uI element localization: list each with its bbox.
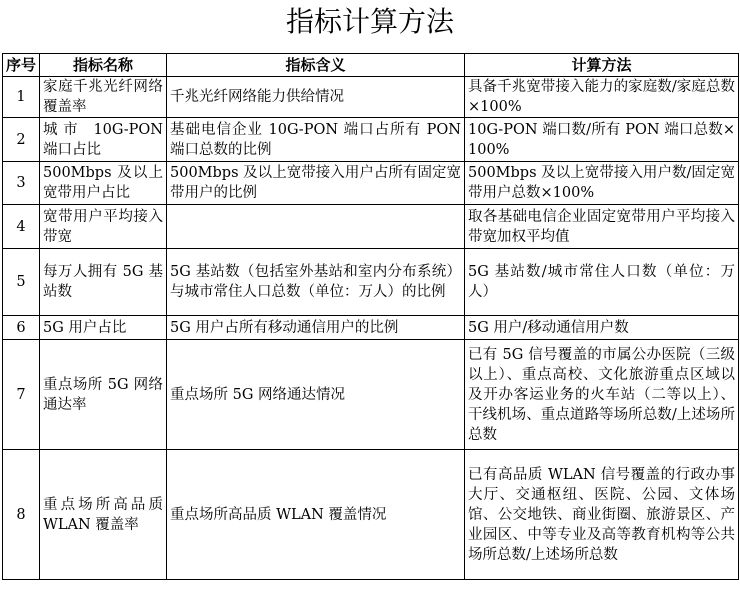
table-row bbox=[3, 450, 739, 580]
row-calculation-method: 已有高品质 WLAN 信号覆盖的行政办事大厅、交通枢纽、医院、公园、文体场馆、公交地铁、商业街圈、旅游景区、产业园区、中等专业及高等教育机构等公共场所总数/上述场所总数 bbox=[465, 450, 739, 580]
table-row bbox=[3, 162, 739, 205]
row-indicator-meaning: 重点场所 5G 网络通达情况 bbox=[167, 340, 465, 450]
table-row bbox=[3, 249, 739, 316]
row-index: 4 bbox=[3, 205, 40, 249]
row-calculation-method: 已有 5G 信号覆盖的市属公办医院（三级以上）、重点高校、文化旅游重点区域以及开办客运业务的火车站（二等以上）、干线机场、重点道路等场所总数/上述场所总数 bbox=[465, 340, 739, 450]
row-indicator-meaning: 5G 用户占所有移动通信用户的比例 bbox=[167, 316, 465, 340]
row-index: 2 bbox=[3, 118, 40, 162]
row-index: 6 bbox=[3, 316, 40, 340]
header-calculation-method: 计算方法 bbox=[465, 54, 739, 77]
row-indicator-name: 每万人拥有 5G 基站数 bbox=[40, 249, 167, 316]
row-calculation-method: 5G 用户/移动通信用户数 bbox=[465, 316, 739, 340]
row-indicator-meaning: 5G 基站数（包括室外基站和室内分布系统）与城市常住人口总数（单位：万人）的比例 bbox=[167, 249, 465, 316]
row-index: 7 bbox=[3, 340, 40, 450]
row-index: 5 bbox=[3, 249, 40, 316]
indicator-table bbox=[2, 53, 739, 580]
table-row bbox=[3, 205, 739, 249]
row-indicator-name: 5G 用户占比 bbox=[40, 316, 167, 340]
table-row bbox=[3, 77, 739, 118]
row-indicator-meaning: 500Mbps 及以上宽带接入用户占所有固定宽带用户的比例 bbox=[167, 162, 465, 205]
table-row bbox=[3, 316, 739, 340]
row-calculation-method: 具备千兆宽带接入能力的家庭数/家庭总数×100% bbox=[465, 77, 739, 118]
row-index: 3 bbox=[3, 162, 40, 205]
row-index: 1 bbox=[3, 77, 40, 118]
row-indicator-name: 宽带用户平均接入带宽 bbox=[40, 205, 167, 249]
row-calculation-method: 取各基础电信企业固定宽带用户平均接入带宽加权平均值 bbox=[465, 205, 739, 249]
header-indicator-meaning: 指标含义 bbox=[167, 54, 465, 77]
table-row bbox=[3, 340, 739, 450]
row-calculation-method: 500Mbps 及以上宽带接入用户数/固定宽带用户总数×100% bbox=[465, 162, 739, 205]
row-indicator-name: 家庭千兆光纤网络覆盖率 bbox=[40, 77, 167, 118]
row-indicator-name: 城市 10G-PON 端口占比 bbox=[40, 118, 167, 162]
row-indicator-name: 重点场所高品质 WLAN 覆盖率 bbox=[40, 450, 167, 580]
header-index: 序号 bbox=[3, 54, 40, 77]
table-header-row bbox=[3, 54, 739, 77]
row-calculation-method: 10G-PON 端口数/所有 PON 端口总数×100% bbox=[465, 118, 739, 162]
header-indicator-name: 指标名称 bbox=[40, 54, 167, 77]
row-indicator-meaning: 基础电信企业 10G-PON 端口占所有 PON 端口总数的比例 bbox=[167, 118, 465, 162]
row-calculation-method: 5G 基站数/城市常住人口数（单位：万人） bbox=[465, 249, 739, 316]
page-title: 指标计算方法 bbox=[285, 5, 454, 38]
row-index: 8 bbox=[3, 450, 40, 580]
table-row bbox=[3, 118, 739, 162]
row-indicator-name: 500Mbps 及以上宽带用户占比 bbox=[40, 162, 167, 205]
row-indicator-meaning: 千兆光纤网络能力供给情况 bbox=[167, 77, 465, 118]
row-indicator-name: 重点场所 5G 网络通达率 bbox=[40, 340, 167, 450]
row-indicator-meaning bbox=[167, 205, 465, 249]
row-indicator-meaning: 重点场所高品质 WLAN 覆盖情况 bbox=[167, 450, 465, 580]
